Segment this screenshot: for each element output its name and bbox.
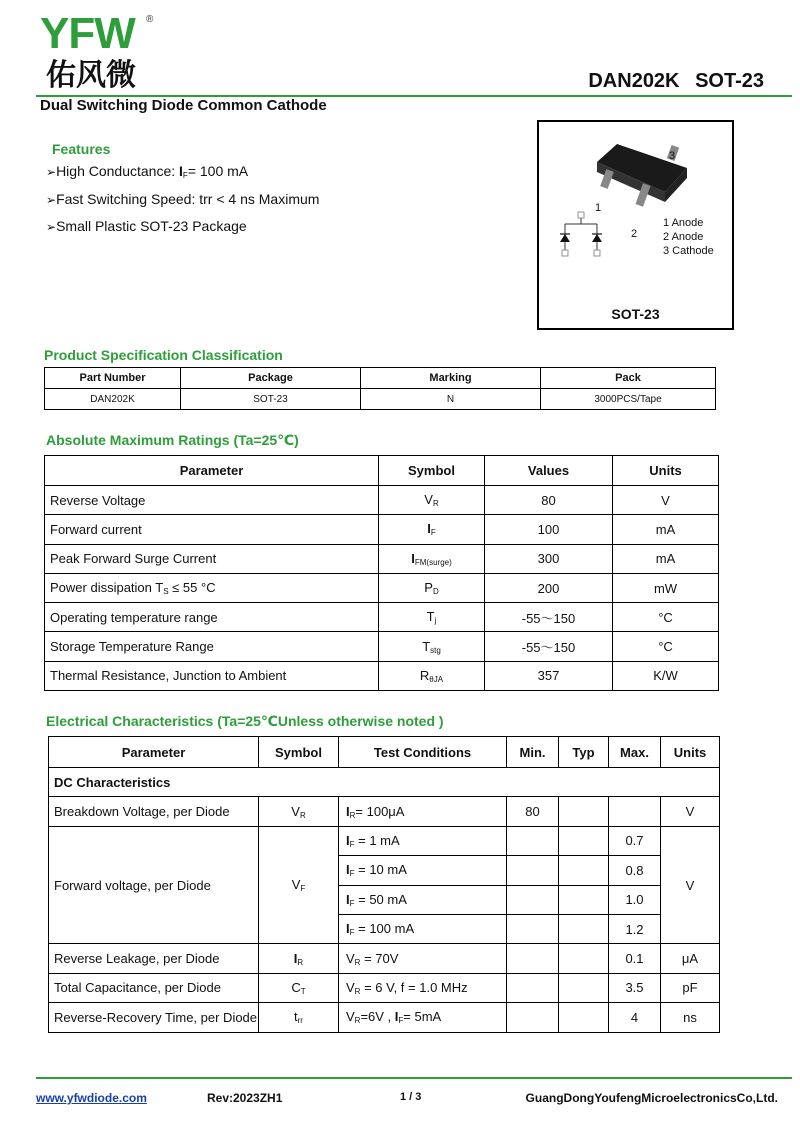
table-cell: 3000PCS/Tape: [541, 389, 716, 410]
arrow-icon: ➢: [46, 165, 57, 179]
company-logo: [40, 9, 160, 94]
table-row: Power dissipation $T_S \le 55$ °C $P_D$ 200 mW: [45, 573, 719, 602]
column-header: Units: [613, 456, 719, 486]
abs-max-table: [44, 455, 719, 691]
table-row: Peak Forward Surge Current $I_{FM(surge)}$ 300 mA: [45, 544, 719, 573]
column-header: Package: [181, 368, 361, 389]
feature-item: ➢High Conductance: $I_F= 100$ mA: [46, 163, 249, 180]
electrical-table: [48, 736, 720, 1033]
table-row: Storage Temperature Range $T_{stg}$ -55～150 °C: [45, 632, 719, 661]
part-package: SOT-23: [695, 70, 764, 92]
pin-legend: [663, 216, 714, 258]
footer-rule: [36, 1077, 792, 1079]
website-link[interactable]: www.yfwdiode.com: [36, 1091, 147, 1105]
features-title: Features: [52, 141, 111, 157]
package-diagram: [537, 120, 734, 330]
table-row: Operating temperature range $T_j$ -55～150 °C: [45, 603, 719, 632]
table-row: Reverse Voltage $V_R$ 80 V: [45, 486, 719, 515]
pin-legend-item: 1 Anode: [663, 217, 704, 229]
table-row: $I_F = 100$ mA 1.2: [49, 914, 720, 943]
product-spec-title: Product Specification Classification: [44, 347, 283, 363]
company-name: GuangDongYoufengMicroelectronicsCo,Ltd.: [525, 1091, 778, 1105]
feature-item: ➢Fast Switching Speed: trr < 4 ns Maximum: [46, 191, 320, 207]
table-cell: SOT-23: [181, 389, 361, 410]
pin-legend-item: 3 Cathode: [663, 245, 714, 257]
pin-number-3: 3: [669, 150, 676, 162]
table-row: Thermal Resistance, Junction to Ambient $R_{\theta JA}$ 357 K/W: [45, 661, 719, 690]
column-header: Pack: [541, 368, 716, 389]
logo-text: YFW: [40, 9, 135, 58]
table-row: Reverse-Recovery Time, per Diode $t_{rr}$ $V_R=6V$ , $I_F= 5mA$ 4 ns: [49, 1003, 720, 1032]
column-header: Marking: [361, 368, 541, 389]
section-row: DC Characteristics: [49, 768, 720, 797]
document-subtitle: Dual Switching Diode Common Cathode: [40, 97, 327, 114]
feature-item: ➢Small Plastic SOT-23 Package: [46, 218, 247, 234]
table-row: [45, 389, 716, 410]
table-header-row: [45, 456, 719, 486]
table-row: $I_F = 50$ mA 1.0: [49, 885, 720, 914]
electrical-title: Electrical Characteristics (Ta=25℃Unless otherwise noted ): [46, 713, 444, 729]
product-spec-table: [44, 367, 716, 410]
logo-chinese-text: 佑风微: [46, 58, 136, 93]
pin-legend-item: 2 Anode: [663, 231, 704, 243]
part-heading: [588, 70, 764, 93]
page-number: 1 / 3: [400, 1091, 422, 1103]
table-cell: DAN202K: [45, 389, 181, 410]
table-cell: N: [361, 389, 541, 410]
abs-max-title: Absolute Maximum Ratings (Ta=25℃): [46, 432, 299, 448]
table-row: Forward current $I_F$ 100 mA: [45, 515, 719, 544]
package-label: SOT-23: [611, 306, 660, 322]
table-header-row: Parameter Symbol Test Conditions Min. Typ Max. Units: [49, 737, 720, 768]
table-row: Reverse Leakage, per Diode $I_R$ $V_R = 70V$ 0.1 μA: [49, 944, 720, 973]
table-header-row: [45, 368, 716, 389]
table-row: $I_F = 10$ mA 0.8: [49, 856, 720, 885]
revision-label: Rev:2023ZH1: [207, 1091, 283, 1105]
table-row: Breakdown Voltage, per Diode $V_R$ $I_R= 100\mu A$ 80 V: [49, 797, 720, 826]
column-header: Symbol: [379, 456, 485, 486]
logo-registered-mark: ®: [146, 14, 154, 25]
column-header: Parameter: [45, 456, 379, 486]
column-header: Values: [485, 456, 613, 486]
part-number: DAN202K: [588, 70, 680, 92]
arrow-icon: ➢: [46, 220, 57, 234]
table-row: Total Capacitance, per Diode $C_T$ $V_R = 6$ V, f = 1.0 MHz 3.5 pF: [49, 973, 720, 1002]
arrow-icon: ➢: [46, 193, 57, 207]
pin-number-2: 2: [631, 228, 638, 240]
column-header: Part Number: [45, 368, 181, 389]
pin-number-1: 1: [595, 202, 602, 214]
table-row: Forward voltage, per Diode $V_F$ $I_F = 1$ mA 0.7 V: [49, 826, 720, 855]
